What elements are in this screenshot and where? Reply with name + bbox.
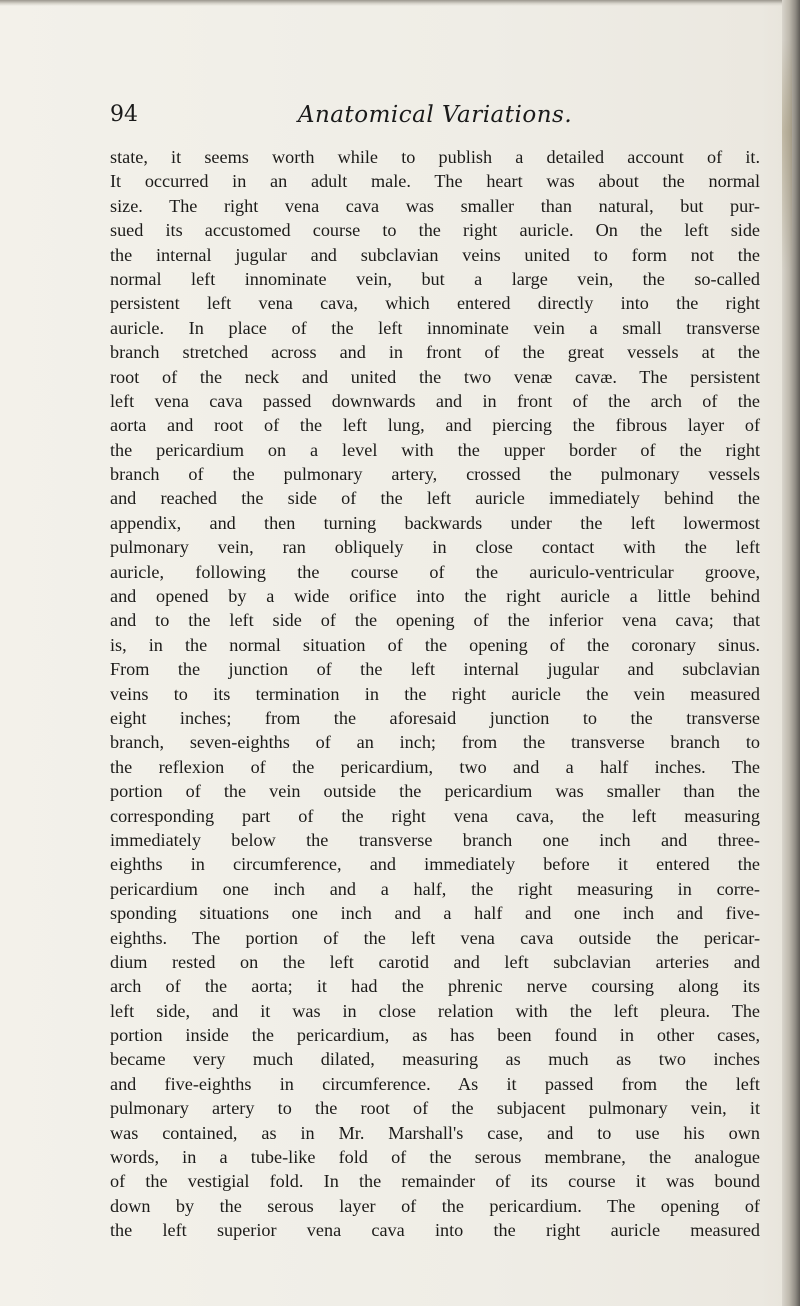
text-line: veins to its termination in the right auricle the vein measured: [110, 683, 760, 704]
text-line: auricle, following the course of the auriculo-ventricular groove,: [110, 561, 760, 582]
text-line: branch of the pulmonary artery, crossed the pulmonary vessels: [110, 464, 760, 485]
page-top-edge: [0, 0, 800, 6]
page-number: 94: [110, 102, 138, 127]
text-line: persistent left vena cava, which entered directly into the right: [110, 293, 760, 314]
text-line: became very much dilated, measuring as much as two inches: [110, 1049, 760, 1070]
text-line: immediately below the transverse branch one inch and three-: [110, 829, 760, 850]
text-line: branch, seven-eighths of an inch; from the transverse branch to: [110, 732, 760, 753]
text-line: auricle. In place of the left innominate vein a small transverse: [110, 317, 760, 338]
text-line: It occurred in an adult male. The heart was about the normal: [110, 171, 760, 192]
text-line: state, it seems worth while to publish a detailed account of it.: [110, 147, 760, 167]
running-title: Anatomical Variations.: [297, 102, 573, 128]
text-line: portion inside the pericardium, as has been found in other cases,: [110, 1025, 760, 1046]
text-line: eighths. The portion of the left vena cava outside the pericar-: [110, 927, 760, 948]
text-line: sued its accustomed course to the right auricle. On the left side: [110, 220, 760, 241]
text-line: branch stretched across and in front of the great vessels at the: [110, 342, 760, 363]
text-line: root of the neck and united the two venæ cavæ. The persistent: [110, 366, 760, 387]
text-line: and opened by a wide orifice into the right auricle a little behind: [110, 586, 760, 607]
text-line: words, in a tube-like fold of the serous membrane, the analogue: [110, 1147, 760, 1168]
text-line: appendix, and then turning backwards under the left lowermost: [110, 512, 760, 533]
text-line: eighths in circumference, and immediately before it entered the: [110, 854, 760, 875]
text-line: and five-eighths in circumference. As it passed from the left: [110, 1073, 760, 1094]
text-line: is, in the normal situation of the opening of the coronary sinus.: [110, 634, 760, 655]
text-line: portion of the vein outside the pericardium was smaller than the: [110, 781, 760, 802]
text-line: left side, and it was in close relation with the left pleura. The: [110, 1000, 760, 1021]
text-line: sponding situations one inch and a half and one inch and five-: [110, 903, 760, 924]
page-edge-stain: [782, 40, 792, 270]
text-line: pulmonary vein, ran obliquely in close contact with the left: [110, 537, 760, 558]
text-line: of the vestigial fold. In the remainder of its course it was bound: [110, 1171, 760, 1192]
text-line: the reflexion of the pericardium, two and a half inches. The: [110, 756, 760, 777]
text-line: From the junction of the left internal jugular and subclavian: [110, 659, 760, 680]
text-line: pericardium one inch and a half, the right measuring in corre-: [110, 878, 760, 899]
text-line: arch of the aorta; it had the phrenic nerve coursing along its: [110, 976, 760, 997]
text-line: corresponding part of the right vena cava, the left measuring: [110, 805, 760, 826]
text-line: eight inches; from the aforesaid junction to the transverse: [110, 707, 760, 728]
text-line: and reached the side of the left auricle immediately behind the: [110, 488, 760, 509]
text-line: dium rested on the left carotid and left subclavian arteries and: [110, 951, 760, 972]
text-line: and to the left side of the opening of the inferior vena cava; that: [110, 610, 760, 631]
text-line: down by the serous layer of the pericardium. The opening of: [110, 1195, 760, 1216]
text-line: normal left innominate vein, but a large vein, the so-called: [110, 268, 760, 289]
text-line: the pericardium on a level with the upper border of the right: [110, 439, 760, 460]
text-line: aorta and root of the left lung, and piercing the fibrous layer of: [110, 415, 760, 436]
text-line: the internal jugular and subclavian veins united to form not the: [110, 244, 760, 265]
text-line: size. The right vena cava was smaller than natural, but pur-: [110, 195, 760, 216]
body-text: [110, 145, 760, 1243]
text-line: the left superior vena cava into the right auricle measured: [110, 1220, 760, 1241]
text-line: was contained, as in Mr. Marshall's case, and to use his own: [110, 1122, 760, 1143]
text-line: pulmonary artery to the root of the subjacent pulmonary vein, it: [110, 1098, 760, 1119]
text-line: left vena cava passed downwards and in front of the arch of the: [110, 390, 760, 411]
page-header: [110, 102, 760, 132]
